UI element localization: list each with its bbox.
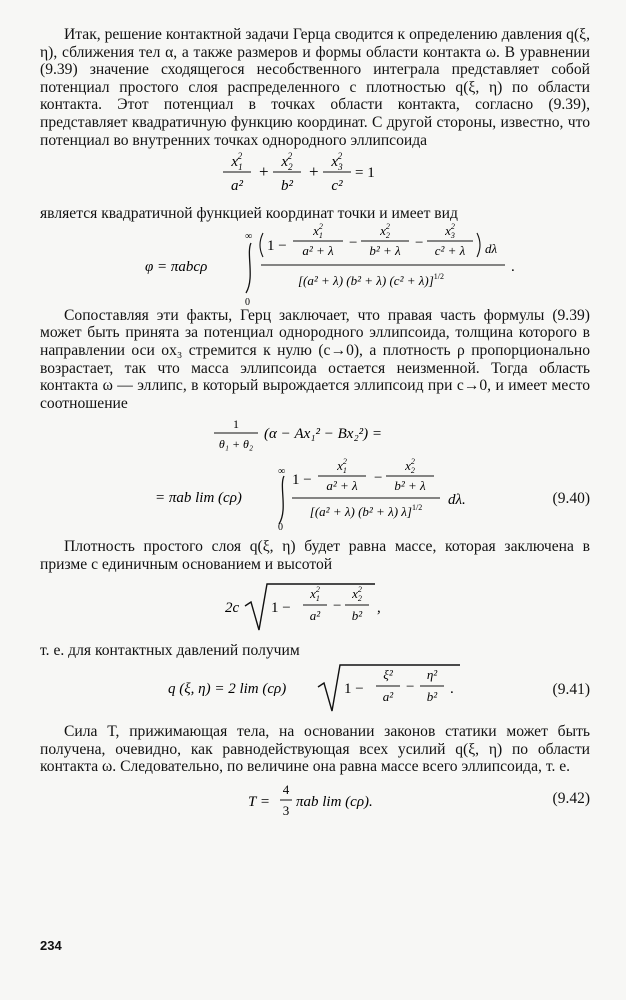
svg-text:0: 0 xyxy=(278,522,283,531)
svg-text:x22: $x_22$ xyxy=(405,457,415,476)
svg-text:1 −: 1 − xyxy=(267,237,287,254)
svg-text:(α − Ax₁² − Bx₂²) =: (α − Ax₁² − Bx₂²) = xyxy=(264,426,383,443)
svg-text:1 −: 1 − xyxy=(292,472,312,489)
svg-text:b² + λ: b² + λ xyxy=(394,478,426,494)
page-content xyxy=(40,26,590,824)
svg-text:φ = πabcρ: φ = πabcρ xyxy=(145,258,208,275)
equation-number-9-41: (9.41) xyxy=(552,681,590,699)
svg-text:a² + λ: a² + λ xyxy=(302,242,334,258)
svg-text:ξ²: ξ² xyxy=(383,667,393,683)
svg-text:+: + xyxy=(259,162,269,182)
svg-text:,: , xyxy=(377,599,381,616)
svg-text:θ₁ + θ₂: θ₁ + θ₂ xyxy=(218,437,254,452)
svg-text:x32: $x_32$ xyxy=(331,151,343,173)
svg-text:.: . xyxy=(450,681,454,698)
equation-number-9-40: (9.40) xyxy=(552,490,590,508)
equation-ellipsoid xyxy=(40,149,590,199)
svg-text:x12: $x_12$ xyxy=(310,584,320,603)
svg-text:T =: T = xyxy=(248,793,270,810)
svg-text:dλ: dλ xyxy=(485,240,498,256)
potential-formula xyxy=(105,223,525,307)
equation-9-40 xyxy=(40,416,590,530)
svg-text:a²: a² xyxy=(309,607,321,623)
svg-text:b²: b² xyxy=(281,178,293,195)
equation-height xyxy=(40,578,590,638)
svg-text:= 1: = 1 xyxy=(355,165,375,182)
paragraph-5: т. е. для контактных давлений получим xyxy=(40,641,300,659)
svg-text:x22: $x_22$ xyxy=(281,151,293,173)
formula-9-40 xyxy=(40,416,590,530)
svg-text:0: 0 xyxy=(245,296,250,307)
svg-text:+: + xyxy=(309,162,319,182)
svg-text:x32: $x_32$ xyxy=(445,222,455,240)
svg-text:dλ.: dλ. xyxy=(448,492,466,509)
svg-text:1 −: 1 − xyxy=(271,599,291,616)
svg-text:a²: a² xyxy=(382,689,394,705)
svg-text:−: − xyxy=(406,679,415,696)
svg-text:b² + λ: b² + λ xyxy=(369,242,401,258)
svg-text:4: 4 xyxy=(282,781,290,797)
svg-text:[(a² + λ) (b² + λ) λ]1/2: [(a² + λ) (b² + λ) λ]$^{1/2}$ xyxy=(309,503,423,520)
paragraph-3: Сопоставляя эти факты, Герц заключает, что правая часть формулы (9.39) может быть принята за потенциал однородного эллипсоида, толщина которого в направлении оси ox₃ стремится к нулю (c→0), а плотность ρ пропорционально возрастает, так что масса эллипсоида остается неизменной. Тогда область контакта ω — эллипс, в который вырождается эллипсоид при c→0, и имеет место соотношение xyxy=(40,306,590,412)
ellipsoid-formula xyxy=(215,149,415,199)
svg-text:−: − xyxy=(333,597,342,614)
paragraph-1: Итак, решение контактной задачи Герца сводится к определению давления q(ξ, η), сближения тел α, а также размеров и формы области контакта ω. В уравнении (9.39) значение сходящегося несобственного интеграла представляет собой потенциал простого слоя распределенного с плотностью q(ξ, η) по области контакта. Этот потенциал в точках области контакта, согласно (9.39), представляет квадратичную функцию координат. С другой стороны, известно, что потенциал во внутренних точках однородного эллипсоида xyxy=(40,26,590,149)
svg-text:a²: a² xyxy=(231,178,243,195)
paragraph-6: Сила T, прижимающая тела, на основании законов статики может быть получена, очевидно, как равнодействующая всех усилий q(ξ, η) по области контакта ω. Следовательно, по величине она равна массе всего эллипсоида, т. е. xyxy=(40,723,590,776)
svg-text:.: . xyxy=(511,258,515,275)
svg-text:−: − xyxy=(349,234,358,251)
svg-text:q (ξ, η) = 2 lim (cρ): q (ξ, η) = 2 lim (cρ) xyxy=(168,681,287,698)
formula-9-42 xyxy=(40,778,590,824)
svg-text:−: − xyxy=(374,470,383,487)
svg-text:2c: 2c xyxy=(225,599,240,616)
svg-text:1 −: 1 − xyxy=(344,681,364,698)
equation-9-42 xyxy=(40,778,590,824)
svg-text:−: − xyxy=(415,234,424,251)
svg-text:b²: b² xyxy=(351,607,363,623)
height-formula xyxy=(215,578,415,638)
page-number: 234 xyxy=(40,938,62,953)
svg-text:∞: ∞ xyxy=(245,230,253,242)
svg-text:c² + λ: c² + λ xyxy=(434,242,466,258)
svg-text:πab lim (cρ).: πab lim (cρ). xyxy=(296,793,373,810)
svg-text:η²: η² xyxy=(426,667,438,683)
equation-potential xyxy=(40,223,590,307)
svg-text:c²: c² xyxy=(331,178,343,195)
equation-number-9-42: (9.42) xyxy=(552,789,590,807)
formula-9-41 xyxy=(40,661,590,719)
svg-text:x12: $x_12$ xyxy=(231,151,243,173)
equation-9-41 xyxy=(40,661,590,719)
svg-text:x22: $x_22$ xyxy=(352,584,362,603)
paragraph-4: Плотность простого слоя q(ξ, η) будет равна массе, которая заключена в призме с единичным основанием и высотой xyxy=(40,538,590,573)
svg-text:3: 3 xyxy=(282,802,290,818)
svg-text:x12: $x_12$ xyxy=(313,222,323,240)
svg-text:∞: ∞ xyxy=(278,466,286,478)
svg-text:a² + λ: a² + λ xyxy=(326,478,358,494)
svg-text:x22: $x_22$ xyxy=(380,222,390,240)
paragraph-2: является квадратичной функцией координат точки и имеет вид xyxy=(40,205,458,223)
svg-text:= πab lim (cρ): = πab lim (cρ) xyxy=(155,490,242,507)
svg-text:1: 1 xyxy=(233,417,239,432)
svg-text:x12: $x_12$ xyxy=(337,457,347,476)
svg-text:b²: b² xyxy=(426,689,438,705)
svg-text:[(a² + λ) (b² + λ) (c² + λ)]1/: [(a² + λ) (b² + λ) (c² + λ)]$^{1/2}$ xyxy=(298,271,444,288)
